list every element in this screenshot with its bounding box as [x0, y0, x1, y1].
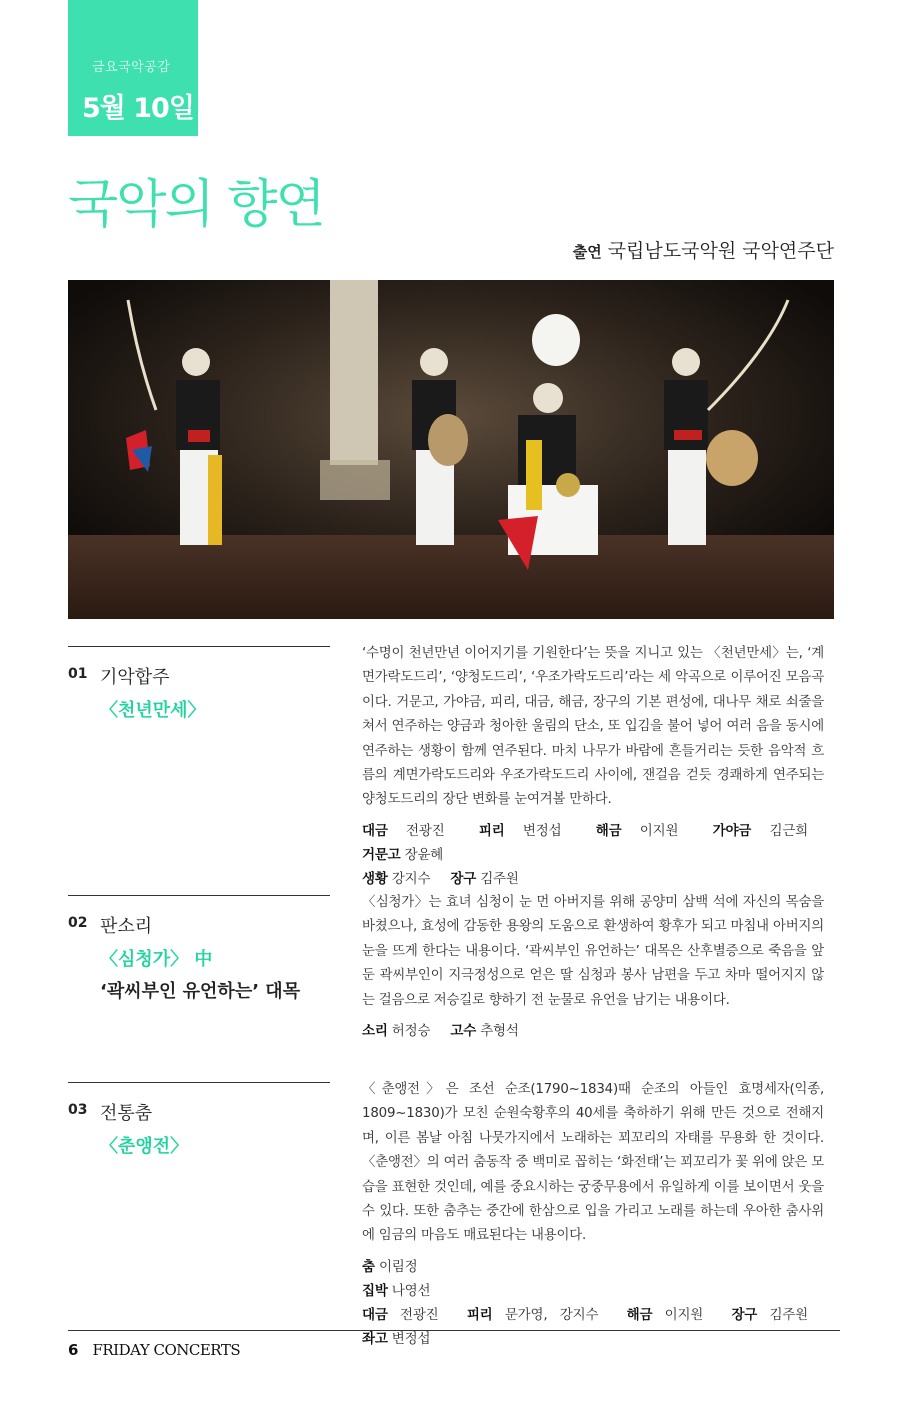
credit-role: 피리	[466, 1306, 493, 1323]
credit-name: 허정승	[391, 1023, 431, 1040]
credit-name: 나영선	[391, 1282, 431, 1299]
program-credits	[362, 819, 824, 891]
credit-role: 가야금	[712, 822, 752, 839]
credit-name: 이지원	[664, 1306, 704, 1323]
concert-date: 5월 10일	[82, 93, 194, 124]
credit-name: 전광진	[400, 1306, 439, 1323]
credit-item	[362, 847, 443, 863]
program-number: 01	[68, 666, 88, 682]
program-work-title: 〈심청가〉 中	[100, 949, 213, 970]
program-work-title: 〈천년만세〉	[100, 700, 206, 721]
credit-item	[362, 871, 430, 887]
credit-item	[362, 1331, 430, 1347]
credit-row	[362, 1255, 824, 1279]
performer-line	[573, 236, 834, 263]
credit-item	[713, 823, 808, 839]
credit-role: 소리	[362, 1023, 388, 1040]
credit-name: 변정섭	[522, 822, 562, 839]
credit-item	[362, 823, 445, 839]
credit-role: 피리	[478, 822, 505, 839]
credit-name: 이지원	[639, 822, 679, 839]
credit-item	[362, 1259, 417, 1275]
credit-role: 거문고	[362, 846, 401, 863]
credit-name: 변정섭	[391, 1330, 431, 1347]
performer-label: 출연	[572, 243, 602, 261]
credit-name: 추형석	[480, 1023, 519, 1040]
section-divider	[68, 646, 330, 647]
program-work-title: 〈춘앵전〉	[100, 1136, 189, 1157]
stage-photo-illustration	[68, 280, 834, 619]
credit-row	[362, 1019, 824, 1043]
program-category: 판소리	[100, 916, 153, 937]
credit-role: 생황	[362, 870, 388, 887]
page-title: 국악의 향연	[68, 175, 324, 235]
credit-item	[731, 1307, 808, 1323]
series-label: 금요국악공감	[92, 60, 171, 75]
credit-role: 장구	[731, 1306, 758, 1323]
program-description-block	[362, 1078, 824, 1351]
credit-name: 김주원	[769, 1306, 808, 1323]
date-badge	[68, 0, 198, 136]
credit-item	[479, 823, 562, 839]
publication-name: FRIDAY CONCERTS	[92, 1341, 241, 1359]
credit-role: 대금	[362, 822, 388, 839]
credit-row	[362, 819, 824, 867]
credit-role: 장구	[450, 870, 477, 887]
credit-item	[467, 1307, 598, 1323]
credit-role: 해금	[595, 822, 622, 839]
credit-name: 이림정	[378, 1258, 418, 1275]
credit-name: 강지수	[391, 870, 431, 887]
credit-name: 김근희	[769, 822, 809, 839]
section-divider	[68, 1082, 330, 1083]
program-category: 전통춤	[100, 1103, 153, 1124]
credit-role: 좌고	[362, 1330, 388, 1347]
credit-row	[362, 1303, 824, 1351]
program-description: ‘수명이 천년만년 이어지기를 기원한다’는 뜻을 지니고 있는 〈천년만세〉는, ‘계면가락도드리’, ‘양청도드리’, ‘우조가락도드리’라는 세 악곡으로 이루어진 모음곡이다. 거문고, 가야금, 피리, 대금, 해금, 장구의 기본 편성에, 대나무 채로 쇠줄을 쳐서 연주하는 양금과 청아한 울림의 단소, 또 입김을 불어 넣어 여러 음을 동시에 연주하는 생황이 함께 연주된다. 마치 나무가 바람에 흔들거리는 듯한 음악적 흐름의 계면가락도드리와 우조가락도드리 사이에, 잰걸음 걷듯 경쾌하게 연주되는 양청도드리의 장단 변화를 눈여겨볼 만하다.	[362, 646, 824, 808]
page-footer	[68, 1341, 240, 1359]
credit-item	[596, 823, 679, 839]
program-credits	[362, 1255, 824, 1351]
credit-item	[450, 871, 518, 887]
credit-item	[362, 1023, 430, 1039]
credit-name: 장윤혜	[404, 846, 444, 863]
program-credits	[362, 1019, 824, 1043]
program-description: 〈춘앵전〉은 조선 순조(1790~1834)때 순조의 아들인 효명세자(익종, 1809~1830)가 모친 순원숙황후의 40세를 축하하기 위해 만든 것으로 전해지며, 이른 봄날 아침 나뭇가지에서 노래하는 꾀꼬리의 자태를 무용화 한 것이다. 〈춘앵전〉의 여러 춤동작 중 백미로 꼽히는 ‘화전태’는 꾀꼬리가 꽃 위에 앉은 모습을 표현한 것인데, 예를 중요시하는 궁중무용에서 유일하게 이를 보이면서 웃을 수 있다. 또한 춤추는 중간에 한삼으로 입을 가리고 노래를 하는데 우아한 춤사위에 임금의 마음도 매료된다는 내용이다.	[362, 1082, 824, 1244]
program-category: 기악합주	[100, 667, 170, 688]
performance-photo	[68, 280, 834, 619]
credit-role: 해금	[626, 1306, 653, 1323]
performer-name: 국립남도국악원 국악연주단	[607, 240, 834, 262]
credit-item	[362, 1283, 430, 1299]
section-divider	[68, 895, 330, 896]
page-number: 6	[68, 1341, 79, 1359]
credit-item	[450, 1023, 518, 1039]
credit-name: 전광진	[406, 822, 445, 839]
program-work-subtitle: ‘곽씨부인 유언하는’ 대목	[100, 981, 301, 1002]
program-number: 03	[68, 1102, 88, 1118]
credit-role: 춤	[362, 1258, 375, 1275]
program-description-block	[362, 642, 824, 891]
program-description-block	[362, 891, 824, 1043]
credit-role: 집박	[362, 1282, 388, 1299]
credit-item	[627, 1307, 704, 1323]
credit-row	[362, 1279, 824, 1303]
credit-name: 문가영, 강지수	[504, 1306, 599, 1323]
credit-role: 대금	[362, 1306, 388, 1323]
credit-name: 김주원	[480, 870, 519, 887]
program-number: 02	[68, 915, 88, 931]
footer-divider	[68, 1330, 840, 1331]
credit-role: 고수	[450, 1023, 477, 1040]
program-description: 〈심청가〉는 효녀 심청이 눈 먼 아버지를 위해 공양미 삼백 석에 자신의 목숨을 바쳤으나, 효성에 감동한 용왕의 도움으로 환생하여 황후가 되고 마침내 아버지의 눈을 뜨게 한다는 내용이다. ‘곽씨부인 유언하는’ 대목은 산후별증으로 죽음을 앞둔 곽씨부인이 지극정성으로 얻은 딸 심청과 봉사 남편을 두고 차마 떨어지지 않는 걸음으로 저승길로 향하기 전 눈물로 유언을 남기는 내용이다.	[362, 895, 824, 1008]
credit-item	[362, 1307, 439, 1323]
credit-row	[362, 867, 824, 891]
